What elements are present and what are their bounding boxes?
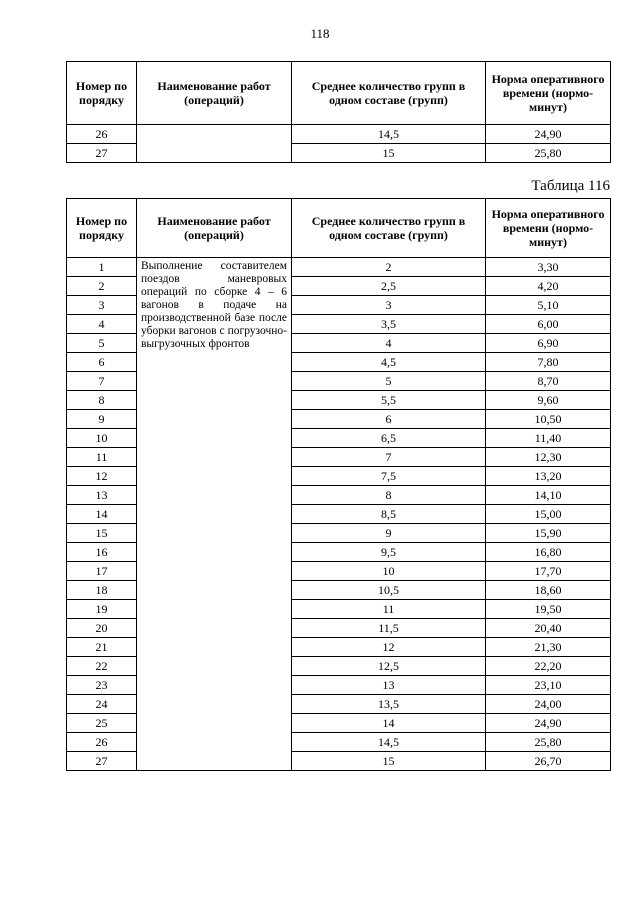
row-number: 20 <box>67 619 137 638</box>
norm-time: 10,50 <box>486 410 611 429</box>
group-count: 4,5 <box>292 353 486 372</box>
norm-time: 25,80 <box>486 733 611 752</box>
row-number: 17 <box>67 562 137 581</box>
row-number: 27 <box>67 752 137 771</box>
group-count: 10 <box>292 562 486 581</box>
operation-description: Выполнение составителем поездов маневровых операций по сборке 4 – 6 вагонов в подаче на производственной базе после уборки вагонов с погрузочно-выгрузочных фронтов <box>137 258 292 771</box>
norm-time: 11,40 <box>486 429 611 448</box>
group-count: 10,5 <box>292 581 486 600</box>
header-operation: Наименование работ (операций) <box>137 62 292 125</box>
group-count: 6,5 <box>292 429 486 448</box>
row-number: 22 <box>67 657 137 676</box>
row-number: 26 <box>67 125 137 144</box>
group-count: 5 <box>292 372 486 391</box>
norm-time: 5,10 <box>486 296 611 315</box>
table-row <box>67 125 611 144</box>
norm-time: 15,90 <box>486 524 611 543</box>
norm-time: 18,60 <box>486 581 611 600</box>
group-count: 14 <box>292 714 486 733</box>
group-count: 6 <box>292 410 486 429</box>
row-number: 7 <box>67 372 137 391</box>
norm-time: 6,00 <box>486 315 611 334</box>
row-number: 9 <box>67 410 137 429</box>
row-number: 12 <box>67 467 137 486</box>
row-number: 24 <box>67 695 137 714</box>
norm-time: 20,40 <box>486 619 611 638</box>
continuation-table <box>66 61 611 163</box>
norm-time: 25,80 <box>486 144 611 163</box>
row-number: 10 <box>67 429 137 448</box>
norm-time: 13,20 <box>486 467 611 486</box>
header-group-count: Среднее количество групп в одном составе (групп) <box>292 199 486 258</box>
norm-time: 16,80 <box>486 543 611 562</box>
norm-time: 24,90 <box>486 714 611 733</box>
group-count: 12,5 <box>292 657 486 676</box>
group-count: 7 <box>292 448 486 467</box>
row-number: 11 <box>67 448 137 467</box>
norm-time: 4,20 <box>486 277 611 296</box>
group-count: 9,5 <box>292 543 486 562</box>
row-number: 3 <box>67 296 137 315</box>
header-number: Номер по порядку <box>67 62 137 125</box>
table-row <box>67 258 611 277</box>
operation-description <box>137 125 292 163</box>
norm-time: 14,10 <box>486 486 611 505</box>
header-group-count: Среднее количество групп в одном составе (групп) <box>292 62 486 125</box>
group-count: 3,5 <box>292 315 486 334</box>
header-norm-time: Норма оперативного времени (нормо-минут) <box>486 62 611 125</box>
norm-time: 17,70 <box>486 562 611 581</box>
header-operation: Наименование работ (операций) <box>137 199 292 258</box>
row-number: 16 <box>67 543 137 562</box>
table-caption: Таблица 116 <box>531 178 610 194</box>
norm-time: 9,60 <box>486 391 611 410</box>
row-number: 6 <box>67 353 137 372</box>
group-count: 11 <box>292 600 486 619</box>
norm-time: 24,90 <box>486 125 611 144</box>
norm-time: 3,30 <box>486 258 611 277</box>
norm-time: 26,70 <box>486 752 611 771</box>
norm-time: 8,70 <box>486 372 611 391</box>
group-count: 8 <box>292 486 486 505</box>
norm-time: 7,80 <box>486 353 611 372</box>
group-count: 3 <box>292 296 486 315</box>
norm-time: 22,20 <box>486 657 611 676</box>
group-count: 14,5 <box>292 125 486 144</box>
row-number: 13 <box>67 486 137 505</box>
header-row <box>67 199 611 258</box>
norm-time: 6,90 <box>486 334 611 353</box>
row-number: 23 <box>67 676 137 695</box>
group-count: 15 <box>292 752 486 771</box>
norm-time: 23,10 <box>486 676 611 695</box>
group-count: 12 <box>292 638 486 657</box>
header-norm-time: Норма оперативного времени (нормо-минут) <box>486 199 611 258</box>
row-number: 19 <box>67 600 137 619</box>
row-number: 5 <box>67 334 137 353</box>
header-row <box>67 62 611 125</box>
group-count: 11,5 <box>292 619 486 638</box>
norm-time: 21,30 <box>486 638 611 657</box>
group-count: 9 <box>292 524 486 543</box>
table-116 <box>66 198 611 771</box>
group-count: 2 <box>292 258 486 277</box>
group-count: 4 <box>292 334 486 353</box>
row-number: 14 <box>67 505 137 524</box>
group-count: 2,5 <box>292 277 486 296</box>
group-count: 5,5 <box>292 391 486 410</box>
group-count: 13 <box>292 676 486 695</box>
row-number: 8 <box>67 391 137 410</box>
row-number: 2 <box>67 277 137 296</box>
row-number: 25 <box>67 714 137 733</box>
group-count: 15 <box>292 144 486 163</box>
norm-time: 15,00 <box>486 505 611 524</box>
group-count: 13,5 <box>292 695 486 714</box>
page-number: 118 <box>310 26 330 41</box>
row-number: 21 <box>67 638 137 657</box>
row-number: 27 <box>67 144 137 163</box>
row-number: 4 <box>67 315 137 334</box>
row-number: 26 <box>67 733 137 752</box>
group-count: 14,5 <box>292 733 486 752</box>
row-number: 1 <box>67 258 137 277</box>
header-number: Номер по порядку <box>67 199 137 258</box>
norm-time: 24,00 <box>486 695 611 714</box>
group-count: 7,5 <box>292 467 486 486</box>
row-number: 15 <box>67 524 137 543</box>
norm-time: 12,30 <box>486 448 611 467</box>
norm-time: 19,50 <box>486 600 611 619</box>
row-number: 18 <box>67 581 137 600</box>
group-count: 8,5 <box>292 505 486 524</box>
